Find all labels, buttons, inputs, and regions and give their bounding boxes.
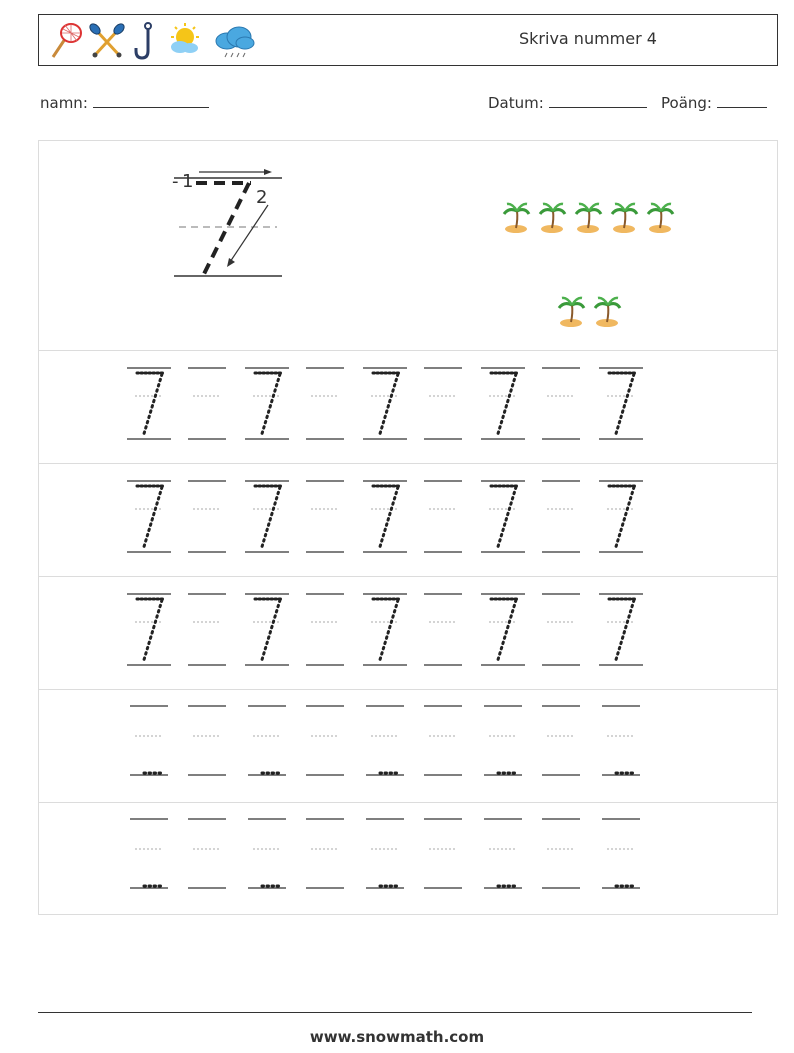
blank-writing-box[interactable]: [306, 819, 344, 888]
palm-tree-group: [504, 204, 673, 327]
blank-writing-box[interactable]: [188, 368, 226, 439]
practice-row-5: [39, 802, 777, 915]
header-icons: [47, 21, 257, 61]
name-field: [40, 93, 209, 112]
practice-row-1-canvas: [39, 350, 777, 463]
seven-stroke-2: [204, 183, 249, 274]
blank-writing-box[interactable]: [188, 819, 226, 888]
fishing-hook-icon: [131, 21, 159, 61]
date-label: Datum:: [488, 94, 544, 112]
worksheet-body: [38, 140, 778, 915]
partial-seven[interactable]: [602, 819, 640, 888]
page-title: Skriva nummer 4: [519, 29, 657, 48]
partial-seven[interactable]: [484, 706, 522, 775]
example-row: [39, 141, 777, 351]
worksheet-header: [38, 14, 778, 66]
practice-row-2: [39, 463, 777, 577]
traced-seven[interactable]: [599, 368, 643, 439]
arrow-2: [230, 205, 268, 262]
traced-seven[interactable]: [127, 481, 171, 552]
partial-seven[interactable]: [484, 819, 522, 888]
palm-tree-icon: [576, 204, 601, 233]
partial-seven[interactable]: [130, 706, 168, 775]
blank-writing-box[interactable]: [188, 706, 226, 775]
blank-writing-box[interactable]: [542, 481, 580, 552]
traced-seven[interactable]: [363, 481, 407, 552]
palm-tree-icon: [612, 204, 637, 233]
net-icon: [47, 21, 83, 61]
partial-seven[interactable]: [602, 706, 640, 775]
traced-seven[interactable]: [245, 368, 289, 439]
blank-writing-box[interactable]: [424, 594, 462, 665]
score-label: Poäng:: [661, 94, 712, 112]
blank-writing-box[interactable]: [188, 594, 226, 665]
practice-row-1: [39, 350, 777, 464]
blank-writing-box[interactable]: [424, 481, 462, 552]
blank-writing-box[interactable]: [424, 819, 462, 888]
blank-writing-box[interactable]: [188, 481, 226, 552]
practice-row-4: [39, 689, 777, 803]
palm-tree-icon: [595, 298, 620, 327]
blank-writing-box[interactable]: [542, 368, 580, 439]
palm-tree-icon: [559, 298, 584, 327]
blank-writing-box[interactable]: [306, 368, 344, 439]
example-illustration: [39, 141, 777, 350]
arrow-2-head: [227, 258, 235, 267]
date-field: [488, 93, 647, 112]
traced-seven[interactable]: [127, 368, 171, 439]
partial-seven[interactable]: [366, 819, 404, 888]
footer-divider: [38, 1012, 752, 1013]
partial-seven[interactable]: [130, 819, 168, 888]
footer-url[interactable]: www.snowmath.com: [309, 1028, 485, 1046]
partial-seven[interactable]: [248, 819, 286, 888]
rain-cloud-icon: [211, 21, 257, 61]
traced-seven[interactable]: [127, 594, 171, 665]
name-input-line[interactable]: [93, 93, 209, 108]
date-input-line[interactable]: [549, 93, 647, 108]
blank-writing-box[interactable]: [306, 706, 344, 775]
traced-seven[interactable]: [481, 368, 525, 439]
sun-cloud-icon: [165, 21, 205, 61]
blank-writing-box[interactable]: [542, 594, 580, 665]
traced-seven[interactable]: [363, 368, 407, 439]
practice-row-3: [39, 576, 777, 690]
palm-tree-icon: [648, 204, 673, 233]
practice-row-3-canvas: [39, 576, 777, 689]
traced-seven[interactable]: [363, 594, 407, 665]
crossed-paddles-icon: [89, 21, 125, 61]
blank-writing-box[interactable]: [306, 594, 344, 665]
blank-writing-box[interactable]: [424, 706, 462, 775]
partial-seven[interactable]: [366, 706, 404, 775]
arrow-1-head: [264, 169, 272, 175]
traced-seven[interactable]: [599, 481, 643, 552]
palm-tree-icon: [540, 204, 565, 233]
stroke-label-1-dash: -: [172, 171, 179, 192]
stroke-label-2: 2: [256, 187, 268, 208]
score-input-line[interactable]: [717, 93, 767, 108]
blank-writing-box[interactable]: [424, 368, 462, 439]
practice-row-5-canvas: [39, 802, 777, 915]
palm-tree-icon: [504, 204, 529, 233]
traced-seven[interactable]: [599, 594, 643, 665]
stroke-label-1: 1: [182, 171, 194, 192]
score-field: [661, 93, 767, 112]
traced-seven[interactable]: [245, 481, 289, 552]
traced-seven[interactable]: [481, 594, 525, 665]
blank-writing-box[interactable]: [542, 819, 580, 888]
traced-seven[interactable]: [245, 594, 289, 665]
practice-row-4-canvas: [39, 689, 777, 802]
blank-writing-box[interactable]: [542, 706, 580, 775]
partial-seven[interactable]: [248, 706, 286, 775]
practice-row-2-canvas: [39, 463, 777, 576]
blank-writing-box[interactable]: [306, 481, 344, 552]
name-label: namn:: [40, 94, 88, 112]
traced-seven[interactable]: [481, 481, 525, 552]
